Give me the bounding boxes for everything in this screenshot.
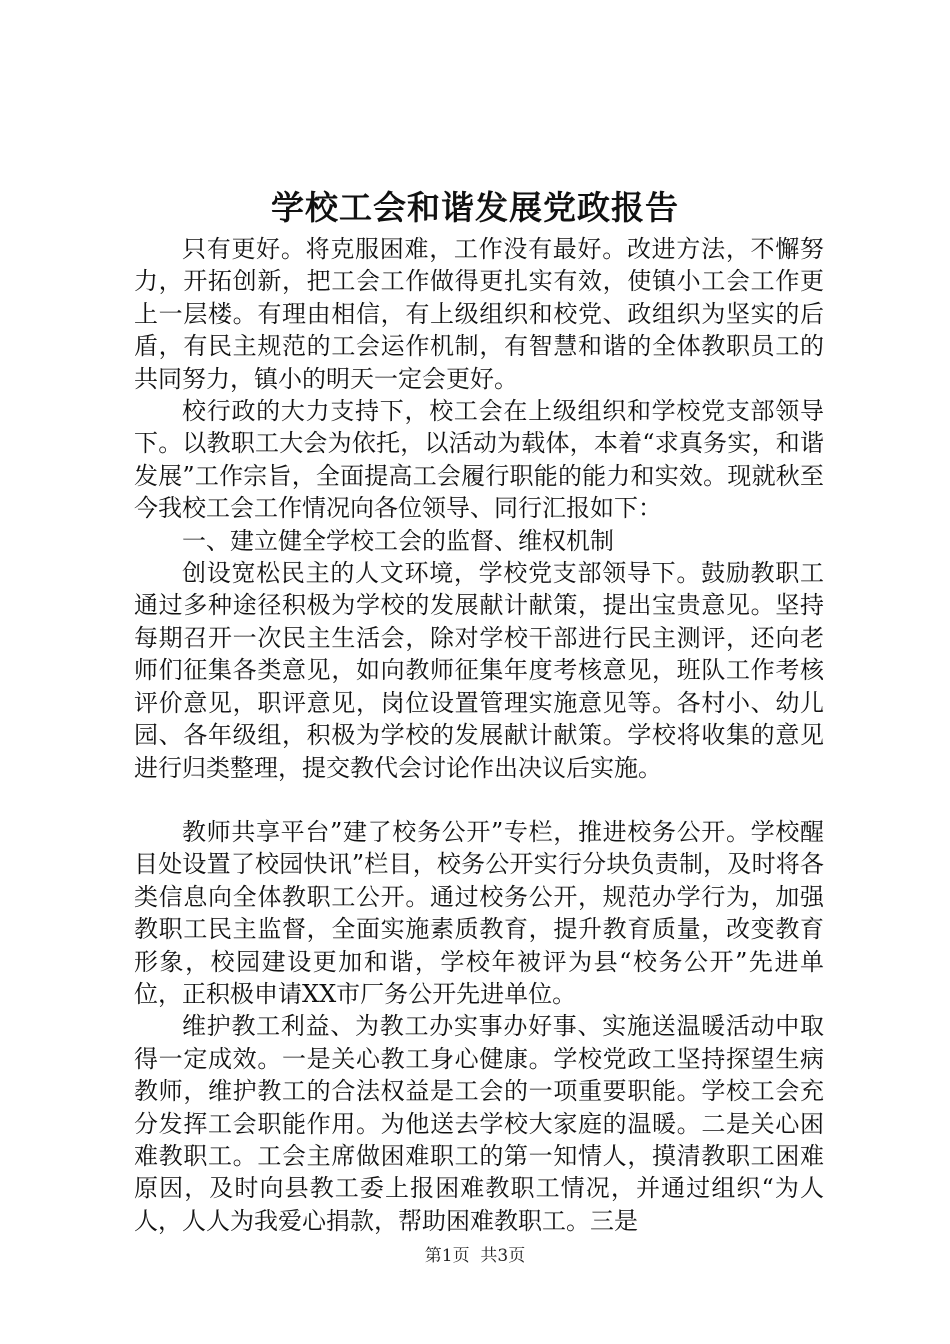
paragraph-4: 教师共享平台”建了校务公开”专栏，推进校务公开。学校醒目处设置了校园快讯”栏目，校务公开实行分块负责制，及时将各类信息向全体教职工公开。通过校务公开，规范办学行为，加强教职工民主监督，全面实施素质教育，提升教育质量，改变教育形象，校园建设更加和谐，学校年被评为县“校务公开”先进单位，正积极申请XX市厂务公开先进单位。 <box>134 817 824 1008</box>
page-footer <box>0 1244 950 1268</box>
document-title: 学校工会和谐发展党政报告 <box>271 188 679 227</box>
paragraph-2: 校行政的大力支持下，校工会在上级组织和学校党支部领导下。以教职工大会为依托，以活动为载体，本着“求真务实，和谐发展”工作宗旨，全面提高工会履行职能的能力和实效。现就秋至今我校工会工作情况向各位领导、同行汇报如下： <box>134 397 824 523</box>
page-number: 第1页 <box>424 1246 470 1266</box>
paragraph-1: 只有更好。将克服困难，工作没有最好。改进方法，不懈努力，开拓创新，把工会工作做得更扎实有效，使镇小工会工作更上一层楼。有理由相信，有上级组织和校党、政组织为坚实的后盾，有民主规范的工会运作机制，有智慧和谐的全体教职员工的共同努力，镇小的明天一定会更好。 <box>134 235 824 393</box>
document-body <box>134 233 824 1237</box>
paragraph-5: 维护教工利益、为教工办实事办好事、实施送温暖活动中取得一定成效。一是关心教工身心健康。学校党政工坚持探望生病教师，维护教工的合法权益是工会的一项重要职能。学校工会充分发挥工会职能作用。为他送去学校大家庭的温暖。二是关心困难教职工。工会主席做困难职工的第一知情人，摸清教职工困难原因，及时向县教工委上报困难教职工情况，并通过组织“为人人，人人为我爱心捐款，帮助困难教职工。三是 <box>134 1012 824 1235</box>
paragraph-3: 创设宽松民主的人文环境，学校党支部领导下。鼓励教职工通过多种途径积极为学校的发展献计献策，提出宝贵意见。坚持每期召开一次民主生活会，除对学校干部进行民主测评，还向老师们征集各类意见，如向教师征集年度考核意见，班队工作考核评价意见，职评意见，岗位设置管理实施意见等。各村小、幼儿园、各年级组，积极为学校的发展献计献策。学校将收集的意见进行归类整理，提交教代会讨论作出决议后实施。 <box>134 559 824 782</box>
section-heading-1: 一、建立健全学校工会的监督、维权机制 <box>182 526 614 555</box>
page-total: 共3页 <box>480 1246 526 1266</box>
